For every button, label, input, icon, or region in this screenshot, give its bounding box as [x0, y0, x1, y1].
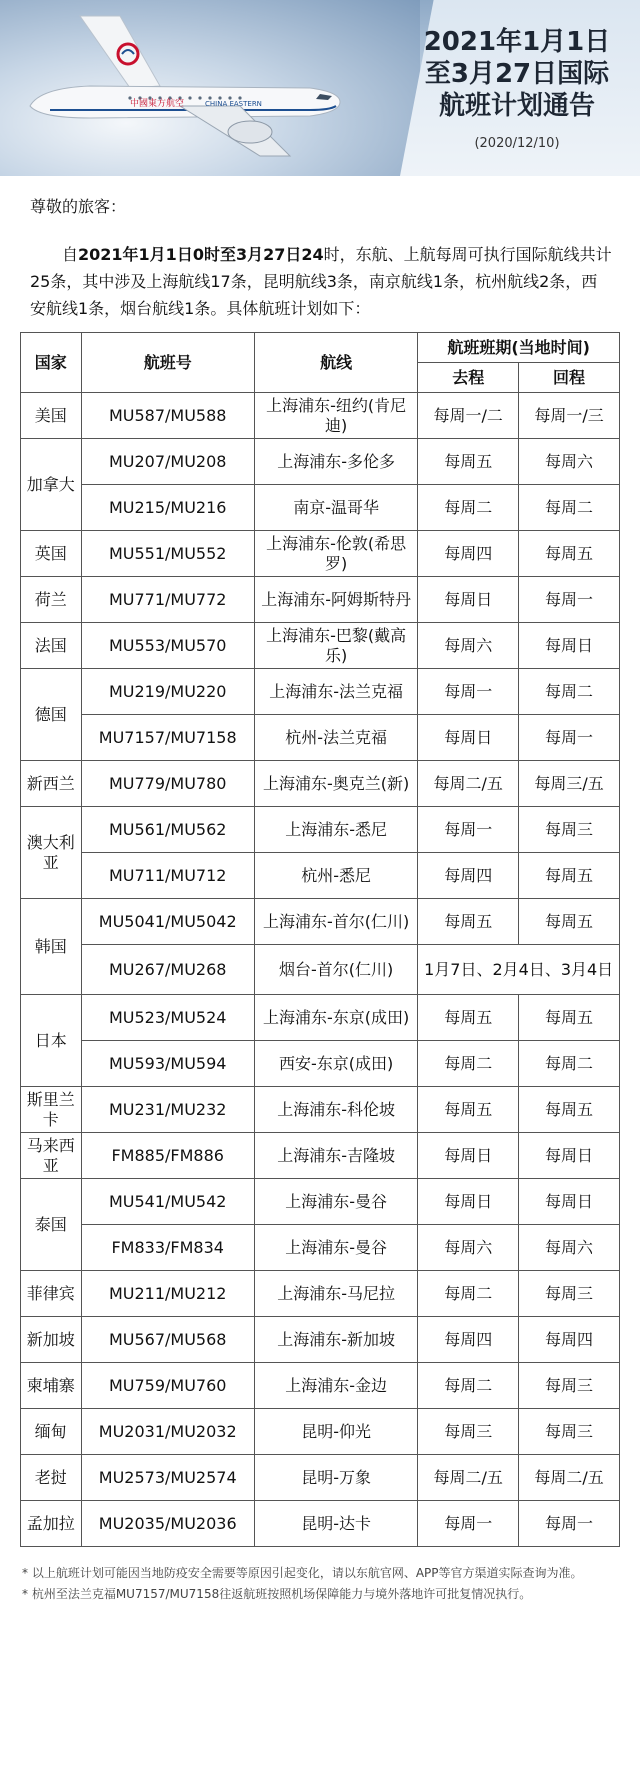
return-cell: 每周三/五 [519, 761, 620, 807]
flight-number-cell: MU7157/MU7158 [81, 715, 254, 761]
route-cell: 上海浦东-奥克兰(新) [254, 761, 417, 807]
route-cell: 上海浦东-纽约(肯尼迪) [254, 393, 417, 439]
flight-number-cell: MU587/MU588 [81, 393, 254, 439]
flight-number-cell: MU523/MU524 [81, 995, 254, 1041]
header-banner [0, 0, 640, 176]
return-cell: 每周一 [519, 577, 620, 623]
route-cell: 上海浦东-吉隆坡 [254, 1133, 417, 1179]
return-cell: 每周二 [519, 669, 620, 715]
table-row [21, 1087, 620, 1133]
outbound-cell: 每周一 [418, 669, 519, 715]
outbound-cell: 每周二 [418, 1363, 519, 1409]
return-cell: 每周三 [519, 1271, 620, 1317]
outbound-cell: 每周二/五 [418, 1455, 519, 1501]
route-cell: 南京-温哥华 [254, 485, 417, 531]
outbound-cell: 每周六 [418, 1225, 519, 1271]
header-outbound: 去程 [418, 363, 519, 393]
table-row [21, 761, 620, 807]
header-return: 回程 [519, 363, 620, 393]
svg-text:中國東方航空: 中國東方航空 [130, 99, 185, 109]
table-row [21, 1409, 620, 1455]
table-row [21, 1501, 620, 1547]
outbound-cell: 每周五 [418, 899, 519, 945]
return-cell: 每周三 [519, 1409, 620, 1455]
return-cell: 每周二/五 [519, 1455, 620, 1501]
route-cell: 西安-东京(成田) [254, 1041, 417, 1087]
notice-date: (2020/12/10) [474, 136, 560, 151]
route-cell: 上海浦东-马尼拉 [254, 1271, 417, 1317]
return-cell: 每周五 [519, 853, 620, 899]
flight-number-cell: MU593/MU594 [81, 1041, 254, 1087]
flight-number-cell: MU219/MU220 [81, 669, 254, 715]
return-cell: 每周三 [519, 807, 620, 853]
flight-number-cell: MU207/MU208 [81, 439, 254, 485]
country-cell: 菲律宾 [21, 1271, 82, 1317]
outbound-cell: 每周一 [418, 1501, 519, 1547]
return-cell: 每周一 [519, 715, 620, 761]
country-cell: 新西兰 [21, 761, 82, 807]
route-cell: 杭州-法兰克福 [254, 715, 417, 761]
return-cell: 每周一 [519, 1501, 620, 1547]
flight-number-cell: MU215/MU216 [81, 485, 254, 531]
footnote: * 杭州至法兰克福MU7157/MU7158往返航班按照机场保障能力与境外落地许可批复情况执行。 [22, 1587, 532, 1601]
country-cell: 孟加拉 [21, 1501, 82, 1547]
return-cell: 每周一/三 [519, 393, 620, 439]
table-row [21, 715, 620, 761]
header-route: 航线 [254, 333, 417, 393]
route-cell: 上海浦东-伦敦(希思罗) [254, 531, 417, 577]
outbound-cell: 每周五 [418, 439, 519, 485]
outbound-cell: 每周二 [418, 1271, 519, 1317]
country-cell: 马来西亚 [21, 1133, 82, 1179]
outbound-cell: 每周五 [418, 995, 519, 1041]
route-cell: 上海浦东-曼谷 [254, 1225, 417, 1271]
route-cell: 上海浦东-东京(成田) [254, 995, 417, 1041]
return-cell: 每周六 [519, 1225, 620, 1271]
outbound-cell: 每周五 [418, 1087, 519, 1133]
outbound-cell: 每周一/二 [418, 393, 519, 439]
table-row [21, 485, 620, 531]
return-cell: 每周日 [519, 1133, 620, 1179]
country-cell: 斯里兰卡 [21, 1087, 82, 1133]
outbound-cell: 每周四 [418, 1317, 519, 1363]
return-cell: 每周二 [519, 485, 620, 531]
table-row [21, 1133, 620, 1179]
flight-number-cell: MU771/MU772 [81, 577, 254, 623]
return-cell: 每周五 [519, 1087, 620, 1133]
outbound-cell: 每周二 [418, 485, 519, 531]
return-cell: 每周日 [519, 1179, 620, 1225]
route-cell: 杭州-悉尼 [254, 853, 417, 899]
return-cell: 每周六 [519, 439, 620, 485]
table-row [21, 1317, 620, 1363]
table-row [21, 1179, 620, 1225]
flight-number-cell: MU267/MU268 [81, 945, 254, 995]
schedule-dates-cell: 1月7日、2月4日、3月4日 [418, 945, 620, 995]
flight-number-cell: MU711/MU712 [81, 853, 254, 899]
return-cell: 每周五 [519, 531, 620, 577]
flight-number-cell: MU567/MU568 [81, 1317, 254, 1363]
outbound-cell: 每周日 [418, 1179, 519, 1225]
outbound-cell: 每周三 [418, 1409, 519, 1455]
country-cell: 新加坡 [21, 1317, 82, 1363]
flight-number-cell: MU2035/MU2036 [81, 1501, 254, 1547]
table-row [21, 995, 620, 1041]
outbound-cell: 每周日 [418, 715, 519, 761]
table-row [21, 439, 620, 485]
country-cell: 法国 [21, 623, 82, 669]
return-cell: 每周三 [519, 1363, 620, 1409]
country-cell: 荷兰 [21, 577, 82, 623]
table-row [21, 1455, 620, 1501]
table-row [21, 807, 620, 853]
outbound-cell: 每周日 [418, 1133, 519, 1179]
footnote: * 以上航班计划可能因当地防疫安全需要等原因引起变化，请以东航官网、APP等官方渠道实际查询为准。 [22, 1566, 583, 1580]
country-cell: 英国 [21, 531, 82, 577]
notice-title: 2021年1月1日 至3月27日国际 航班计划通告 [423, 27, 611, 121]
outbound-cell: 每周四 [418, 853, 519, 899]
country-cell: 澳大利亚 [21, 807, 82, 899]
table-row [21, 945, 620, 995]
flight-number-cell: MU2573/MU2574 [81, 1455, 254, 1501]
table-row [21, 1225, 620, 1271]
flight-number-cell: MU541/MU542 [81, 1179, 254, 1225]
country-cell: 日本 [21, 995, 82, 1087]
header-schedule: 航班班期(当地时间) [418, 333, 620, 363]
country-cell: 韩国 [21, 899, 82, 995]
table-row [21, 577, 620, 623]
route-cell: 烟台-首尔(仁川) [254, 945, 417, 995]
route-cell: 昆明-万象 [254, 1455, 417, 1501]
return-cell: 每周五 [519, 995, 620, 1041]
return-cell: 每周五 [519, 899, 620, 945]
country-cell: 缅甸 [21, 1409, 82, 1455]
table-row [21, 1041, 620, 1087]
country-cell: 泰国 [21, 1179, 82, 1271]
table-row [21, 393, 620, 439]
route-cell: 上海浦东-巴黎(戴高乐) [254, 623, 417, 669]
country-cell: 德国 [21, 669, 82, 761]
intro-paragraph [30, 241, 612, 322]
intro-period: 2021年1月1日0时至3月27日24 [78, 245, 324, 264]
schedule-rows [21, 393, 620, 1547]
table-row [21, 669, 620, 715]
route-cell: 上海浦东-曼谷 [254, 1179, 417, 1225]
route-cell: 上海浦东-多伦多 [254, 439, 417, 485]
outbound-cell: 每周二/五 [418, 761, 519, 807]
table-row [21, 899, 620, 945]
country-cell: 加拿大 [21, 439, 82, 531]
header-country: 国家 [21, 333, 82, 393]
return-cell: 每周二 [519, 1041, 620, 1087]
outbound-cell: 每周二 [418, 1041, 519, 1087]
flight-number-cell: MU561/MU562 [81, 807, 254, 853]
country-cell: 老挝 [21, 1455, 82, 1501]
flight-number-cell: MU759/MU760 [81, 1363, 254, 1409]
return-cell: 每周四 [519, 1317, 620, 1363]
greeting: 尊敬的旅客： [30, 197, 127, 216]
route-cell: 上海浦东-金边 [254, 1363, 417, 1409]
flight-number-cell: FM833/FM834 [81, 1225, 254, 1271]
flight-number-cell: MU553/MU570 [81, 623, 254, 669]
route-cell: 上海浦东-阿姆斯特丹 [254, 577, 417, 623]
flight-number-cell: FM885/FM886 [81, 1133, 254, 1179]
footnotes [22, 1565, 618, 1603]
route-cell: 上海浦东-科伦坡 [254, 1087, 417, 1133]
route-cell: 上海浦东-法兰克福 [254, 669, 417, 715]
table-row [21, 531, 620, 577]
outbound-cell: 每周六 [418, 623, 519, 669]
airplane-image [10, 6, 370, 166]
table-row [21, 623, 620, 669]
table-row [21, 1271, 620, 1317]
header-flight: 航班号 [81, 333, 254, 393]
route-cell: 上海浦东-悉尼 [254, 807, 417, 853]
flight-number-cell: MU551/MU552 [81, 531, 254, 577]
outbound-cell: 每周一 [418, 807, 519, 853]
country-cell: 美国 [21, 393, 82, 439]
svg-text:CHINA EASTERN: CHINA EASTERN [205, 100, 262, 108]
flight-number-cell: MU5041/MU5042 [81, 899, 254, 945]
intro-prefix: 自 [62, 245, 79, 264]
outbound-cell: 每周日 [418, 577, 519, 623]
flight-number-cell: MU779/MU780 [81, 761, 254, 807]
route-cell: 昆明-仰光 [254, 1409, 417, 1455]
flight-number-cell: MU211/MU212 [81, 1271, 254, 1317]
table-row [21, 853, 620, 899]
route-cell: 上海浦东-新加坡 [254, 1317, 417, 1363]
route-cell: 上海浦东-首尔(仁川) [254, 899, 417, 945]
flight-schedule-table [20, 332, 620, 1547]
route-cell: 昆明-达卡 [254, 1501, 417, 1547]
return-cell: 每周日 [519, 623, 620, 669]
table-row [21, 1363, 620, 1409]
flight-number-cell: MU231/MU232 [81, 1087, 254, 1133]
flight-number-cell: MU2031/MU2032 [81, 1409, 254, 1455]
country-cell: 柬埔寨 [21, 1363, 82, 1409]
outbound-cell: 每周四 [418, 531, 519, 577]
intro-body: 时，东航、上航每周可执行国际航线共计25条，其中涉及上海航线17条，昆明航线3条，南京航线1条，杭州航线2条，西安航线1条，烟台航线1条。具体航班计划如下： [30, 245, 612, 318]
